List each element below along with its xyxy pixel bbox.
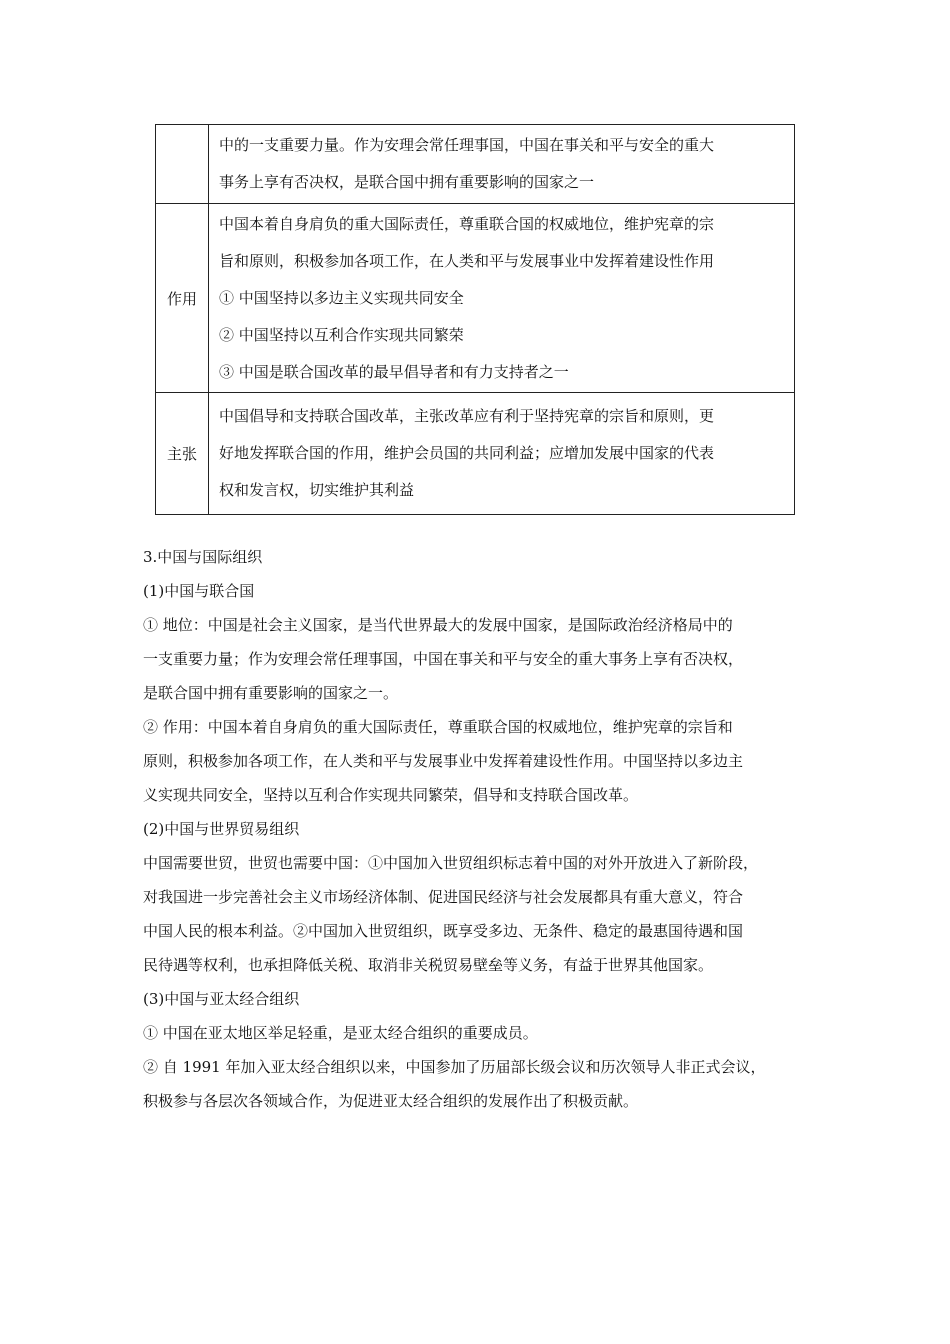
table-text-line: 中国本着自身肩负的重大国际责任，尊重联合国的权威地位，维护宪章的宗 (219, 214, 715, 233)
paragraph-line: 中国人民的根本利益。②中国加入世贸组织，既享受多边、无条件、稳定的最惠国待遇和国 (143, 922, 744, 940)
table-text-line: ① 中国坚持以多边主义实现共同安全 (219, 288, 464, 307)
paragraph-line: ① 中国在亚太地区举足轻重，是亚太经合组织的重要成员。 (143, 1024, 538, 1042)
table-row-content (209, 393, 795, 515)
table-text-line: 旨和原则，积极参加各项工作，在人类和平与发展事业中发挥着建设性作用 (219, 251, 715, 270)
paragraph-line: 民待遇等权利，也承担降低关税、取消非关税贸易壁垒等义务，有益于世界其他国家。 (143, 956, 714, 974)
summary-table-container (155, 124, 795, 515)
paragraph-line: ② 自 1991 年加入亚太经合组织以来，中国参加了历届部长级会议和历次领导人非正式会议， (143, 1058, 766, 1076)
table-row-content (209, 204, 795, 393)
paragraph-line: 义实现共同安全，坚持以互利合作实现共同繁荣，倡导和支持联合国改革。 (143, 786, 639, 804)
table-row-role (156, 204, 795, 393)
table-row-status-continued (156, 125, 795, 204)
paragraph-line: ② 作用：中国本着自身肩负的重大国际责任，尊重联合国的权威地位，维护宪章的宗旨和 (143, 718, 733, 736)
table-text-line: ② 中国坚持以互利合作实现共同繁荣 (219, 325, 464, 344)
summary-table (155, 124, 795, 515)
subsection-title-un: (1)中国与联合国 (143, 582, 255, 600)
paragraph-line: 是联合国中拥有重要影响的国家之一。 (143, 684, 399, 702)
table-row-content (209, 125, 795, 204)
table-text-line: 中国倡导和支持联合国改革，主张改革应有利于坚持宪章的宗旨和原则，更 (219, 407, 715, 425)
table-row-position (156, 393, 795, 515)
table-row-label: 作用 (156, 204, 209, 393)
table-row-label (156, 125, 209, 204)
section-title: 3.中国与国际组织 (143, 548, 263, 566)
paragraph-line: 一支重要力量；作为安理会常任理事国，中国在事关和平与安全的重大事务上享有否决权， (143, 650, 744, 668)
table-text-line: 权和发言权，切实维护其利益 (219, 481, 415, 499)
subsection-title-apec: (3)中国与亚太经合组织 (143, 990, 300, 1008)
paragraph-line: ① 地位：中国是社会主义国家，是当代世界最大的发展中国家，是国际政治经济格局中的 (143, 616, 733, 634)
table-text-line: ③ 中国是联合国改革的最早倡导者和有力支持者之一 (219, 362, 569, 381)
table-row-label: 主张 (156, 393, 209, 515)
paragraph-line: 积极参与各层次各领域合作，为促进亚太经合组织的发展作出了积极贡献。 (143, 1092, 639, 1110)
table-text-line: 事务上享有否决权，是联合国中拥有重要影响的国家之一 (219, 173, 595, 191)
table-text-line: 中的一支重要力量。作为安理会常任理事国，中国在事关和平与安全的重大 (219, 136, 715, 154)
paragraph-line: 原则，积极参加各项工作，在人类和平与发展事业中发挥着建设性作用。中国坚持以多边主 (143, 752, 744, 770)
paragraph-line: 中国需要世贸，世贸也需要中国：①中国加入世贸组织标志着中国的对外开放进入了新阶段， (143, 854, 759, 872)
section-body (143, 540, 823, 1118)
subsection-title-wto: (2)中国与世界贸易组织 (143, 820, 300, 838)
table-text-line: 好地发挥联合国的作用，维护会员国的共同利益；应增加发展中国家的代表 (219, 444, 715, 462)
paragraph-line: 对我国进一步完善社会主义市场经济体制、促进国民经济与社会发展都具有重大意义，符合 (143, 888, 744, 906)
